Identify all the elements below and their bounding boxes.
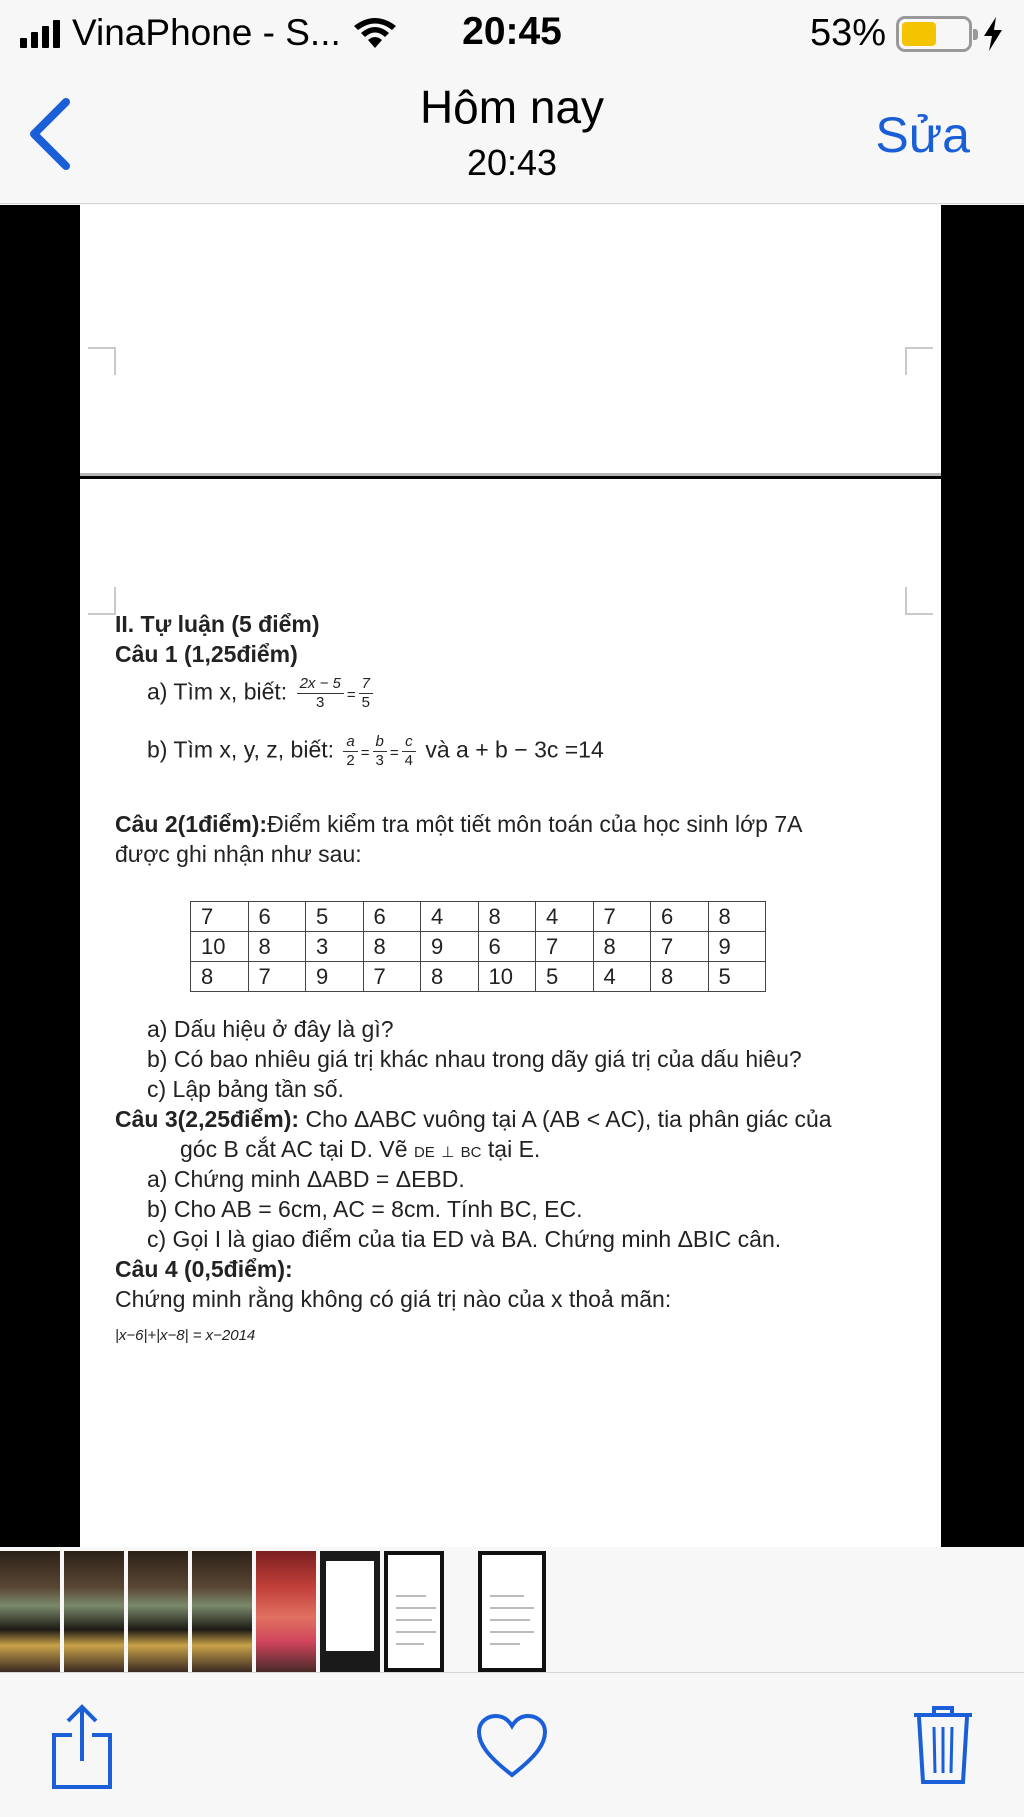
table-cell: 8 xyxy=(191,962,249,992)
table-cell: 8 xyxy=(593,932,651,962)
share-icon[interactable] xyxy=(50,1703,114,1791)
photo-viewer[interactable] xyxy=(0,205,1024,1547)
question-2-line-2: được ghi nhận như sau: xyxy=(115,841,362,867)
fraction xyxy=(373,733,387,770)
battery-icon xyxy=(896,16,972,52)
heart-icon[interactable] xyxy=(476,1713,548,1779)
thumbnail-document-selected[interactable] xyxy=(478,1551,546,1672)
question-1a xyxy=(147,675,376,712)
question-3-line-2 xyxy=(180,1134,540,1168)
segment-bc: BC xyxy=(460,1144,482,1161)
fraction-numerator: 2x − 5 xyxy=(297,675,344,694)
table-cell: 7 xyxy=(651,932,709,962)
question-3a: a) Chứng minh ΔABD = ΔEBD. xyxy=(147,1166,465,1192)
thumbnail-photo[interactable] xyxy=(0,1551,60,1672)
question-4-title: Câu 4 (0,5điểm): xyxy=(115,1256,293,1282)
table-cell: 8 xyxy=(478,902,536,932)
fraction-numerator: b xyxy=(373,733,387,752)
table-cell: 10 xyxy=(478,962,536,992)
thumbnail-photo[interactable] xyxy=(64,1551,124,1672)
question-2-text: Điểm kiểm tra một tiết môn toán của học sinh lớp 7A xyxy=(267,811,803,837)
fraction-numerator: 7 xyxy=(359,675,373,694)
question-3-text: Cho ΔABC vuông tại A (AB < AC), tia phân giác của xyxy=(299,1106,832,1132)
thumbnail-strip[interactable] xyxy=(0,1547,1024,1672)
question-3-text-3: tại E. xyxy=(487,1136,541,1162)
fraction xyxy=(402,733,416,770)
crop-mark xyxy=(88,587,116,615)
question-1b-text: b) Tìm x, y, z, biết: xyxy=(147,736,335,763)
question-3-text-2: góc B cắt AC tại D. Vẽ xyxy=(180,1136,408,1162)
score-table xyxy=(190,901,766,992)
fraction xyxy=(343,733,357,770)
table-cell: 9 xyxy=(306,962,364,992)
question-2-title: Câu 2(1điểm): xyxy=(115,811,268,837)
trash-icon[interactable] xyxy=(912,1705,974,1785)
nav-bar xyxy=(0,66,1024,204)
table-cell: 4 xyxy=(536,902,594,932)
table-cell: 6 xyxy=(651,902,709,932)
table-row xyxy=(191,932,766,962)
question-3-line-1 xyxy=(115,1104,832,1134)
thumbnail-document[interactable] xyxy=(384,1551,444,1672)
equals-sign: = xyxy=(389,744,399,762)
thumbnail-photo[interactable] xyxy=(192,1551,252,1672)
table-cell: 7 xyxy=(593,902,651,932)
table-cell: 5 xyxy=(306,902,364,932)
question-2-line-1 xyxy=(115,809,802,839)
question-1b xyxy=(147,733,604,770)
table-cell: 7 xyxy=(248,962,306,992)
table-cell: 9 xyxy=(708,932,766,962)
crop-mark xyxy=(905,587,933,615)
fraction-numerator: a xyxy=(343,733,357,752)
crop-mark xyxy=(88,347,116,375)
fraction xyxy=(359,675,373,712)
crop-mark xyxy=(905,347,933,375)
segment-de: DE xyxy=(413,1144,435,1161)
perpendicular-symbol: ⊥ xyxy=(441,1144,455,1161)
battery-fill xyxy=(902,22,936,46)
question-3c: c) Gọi I là giao điểm của tia ED và BA. Chứng minh ΔBIC cân. xyxy=(147,1226,782,1252)
fraction xyxy=(297,675,344,712)
table-cell: 4 xyxy=(593,962,651,992)
status-right xyxy=(810,12,1004,55)
question-2a: a) Dấu hiệu ở đây là gì? xyxy=(147,1016,394,1042)
nav-subtitle: 20:43 xyxy=(466,142,558,183)
question-2c: c) Lập bảng tần số. xyxy=(147,1076,344,1102)
fraction-numerator: c xyxy=(402,733,416,752)
battery-percent: 53% xyxy=(809,12,886,54)
status-time: 20:45 xyxy=(462,10,562,53)
fraction-denominator: 3 xyxy=(316,694,325,711)
table-cell: 8 xyxy=(363,932,421,962)
edit-button[interactable]: Sửa xyxy=(875,107,970,163)
table-cell: 3 xyxy=(306,932,364,962)
thumbnail-photo[interactable] xyxy=(128,1551,188,1672)
table-cell: 7 xyxy=(191,902,249,932)
table-cell: 8 xyxy=(421,962,479,992)
equals-sign: = xyxy=(346,686,356,704)
equals-sign: = xyxy=(360,744,370,762)
table-cell: 6 xyxy=(363,902,421,932)
question-4-formula: |x−6|+|x−8| = x−2014 xyxy=(115,1327,256,1344)
fraction-denominator: 4 xyxy=(404,752,413,769)
battery-cap xyxy=(973,29,978,40)
table-cell: 6 xyxy=(248,902,306,932)
question-3b: b) Cho AB = 6cm, AC = 8cm. Tính BC, EC. xyxy=(147,1196,583,1222)
table-cell: 6 xyxy=(478,932,536,962)
fraction-denominator: 3 xyxy=(375,752,384,769)
table-row xyxy=(191,902,766,932)
table-cell: 9 xyxy=(421,932,479,962)
table-cell: 7 xyxy=(363,962,421,992)
table-cell: 8 xyxy=(708,902,766,932)
table-cell: 7 xyxy=(536,932,594,962)
bottom-toolbar xyxy=(0,1672,1024,1817)
fraction-denominator: 5 xyxy=(361,694,370,711)
document-page xyxy=(80,479,941,1547)
nav-title: Hôm nay xyxy=(419,81,605,133)
question-2b: b) Có bao nhiêu giá trị khác nhau trong dãy giá trị của dấu hiêu? xyxy=(147,1046,802,1072)
question-4-text: Chứng minh rằng không có giá trị nào của x thoả mãn: xyxy=(115,1286,672,1312)
table-row xyxy=(191,962,766,992)
thumbnail-people[interactable] xyxy=(256,1551,316,1672)
question-1-title: Câu 1 (1,25điểm) xyxy=(115,641,298,667)
question-3-title: Câu 3(2,25điểm): xyxy=(115,1106,300,1132)
table-cell: 8 xyxy=(248,932,306,962)
section-title: II. Tự luận (5 điểm) xyxy=(115,611,320,637)
document-page-top xyxy=(80,205,941,476)
table-cell: 4 xyxy=(421,902,479,932)
thumbnail-screenshot[interactable] xyxy=(320,1551,380,1672)
fraction-denominator: 2 xyxy=(346,752,355,769)
table-cell: 10 xyxy=(191,932,249,962)
table-cell: 8 xyxy=(651,962,709,992)
table-cell: 5 xyxy=(708,962,766,992)
carrier-name: VinaPhone - S... xyxy=(72,12,341,53)
table-cell: 5 xyxy=(536,962,594,992)
status-bar xyxy=(0,0,1024,66)
question-1a-text: a) Tìm x, biết: xyxy=(147,678,288,705)
question-1b-condition: và a + b − 3c =14 xyxy=(425,736,604,763)
charging-bolt-icon xyxy=(982,17,1004,51)
